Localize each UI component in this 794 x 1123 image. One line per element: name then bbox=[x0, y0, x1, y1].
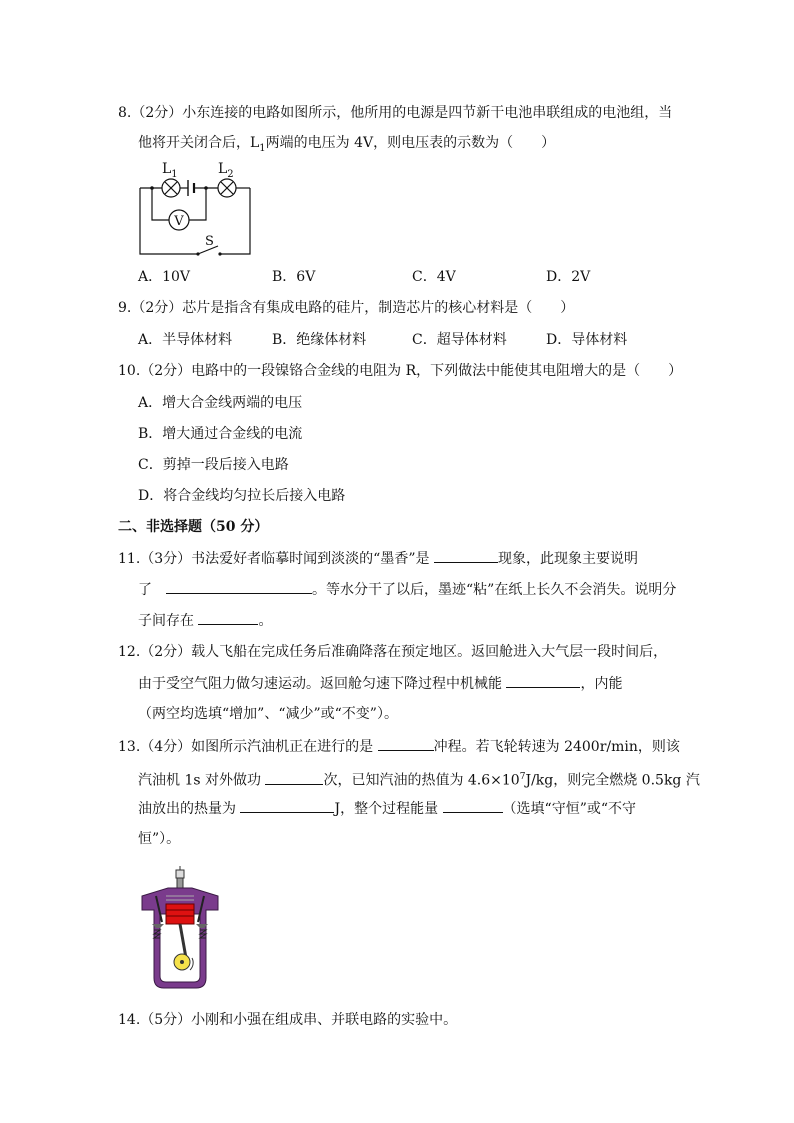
label-l2: $L_2$ bbox=[218, 161, 234, 180]
q13-blank-4[interactable] bbox=[443, 798, 503, 813]
circuit-diagram bbox=[130, 158, 260, 258]
q13-line4: 恒”）。 bbox=[138, 831, 181, 847]
q12-blank-1[interactable] bbox=[506, 673, 580, 688]
lamp-l2-icon bbox=[218, 179, 236, 197]
q10-option-a[interactable]: A．增大合金线两端的电压 bbox=[138, 395, 303, 411]
battery-icon bbox=[188, 180, 200, 196]
q11-line3: 子间存在 。 bbox=[138, 610, 272, 631]
q11-line1: 11.（3分）书法爱好者临摹时闻到淡淡的“墨香”是 现象，此现象主要说明 bbox=[118, 548, 638, 569]
q11-blank-2[interactable] bbox=[166, 579, 312, 594]
q8-option-a[interactable]: A．10V bbox=[138, 269, 191, 285]
q13-line1: 13.（4分）如图所示汽油机正在进行的是 冲程。若飞轮转速为 2400r/min，则该 bbox=[118, 736, 680, 757]
q9-text: 9.（2分）芯片是指含有集成电路的硅片，制造芯片的核心材料是（ ） bbox=[118, 300, 575, 316]
q9-option-a[interactable]: A．半导体材料 bbox=[138, 332, 233, 348]
q10-text: 10.（2分）电路中的一段镍铬合金线的电阻为 R，下列做法中能使其电阻增大的是（ ） bbox=[118, 363, 683, 379]
q8-option-c[interactable]: C．4V bbox=[412, 269, 456, 285]
lamp-l1-icon bbox=[162, 179, 180, 197]
q8-option-b[interactable]: B．6V bbox=[272, 269, 316, 285]
q9-option-d[interactable]: D．导体材料 bbox=[546, 332, 628, 348]
q8-line1: 8.（2分）小东连接的电路如图所示，他所用的电源是四节新干电池串联组成的电池组，当 bbox=[118, 105, 673, 121]
label-switch: S bbox=[205, 234, 214, 249]
q11-blank-1[interactable] bbox=[434, 548, 498, 563]
voltmeter-label: V bbox=[174, 214, 184, 229]
section-heading: 二、非选择题（50 分） bbox=[118, 519, 269, 535]
engine-diagram bbox=[138, 866, 228, 990]
q12-line3: （两空均选填“增加”、“减少”或“不变”）。 bbox=[138, 706, 398, 722]
q13-line2: 汽油机 1s 对外做功 次，已知汽油的热值为 $4.6\times 10^7J/kg$，则完全燃烧 0.5kg 汽 bbox=[138, 767, 700, 791]
q12-line1: 12.（2分）载人飞船在完成任务后准确降落在预定地区。返回舱进入大气层一段时间后， bbox=[118, 644, 668, 660]
q8-line2: 他将开关闭合后，$L_1$两端的电压为 4V，则电压表的示数为（ ） bbox=[138, 135, 556, 154]
q13-blank-3[interactable] bbox=[240, 798, 334, 813]
q10-option-b[interactable]: B．增大通过合金线的电流 bbox=[138, 426, 303, 442]
q14-text: 14.（5分）小刚和小强在组成串、并联电路的实验中。 bbox=[118, 1012, 458, 1028]
q9-option-b[interactable]: B．绝缘体材料 bbox=[272, 332, 367, 348]
q13-blank-1[interactable] bbox=[378, 736, 434, 751]
label-l1: $L_1$ bbox=[162, 161, 178, 180]
q12-line2: 由于受空气阻力做匀速运动。返回舱匀速下降过程中机械能 ，内能 bbox=[138, 673, 622, 694]
q13-line3: 油放出的热量为 J，整个过程能量 （选填“守恒”或“不守 bbox=[138, 798, 636, 819]
q8-option-d[interactable]: D．2V bbox=[546, 269, 591, 285]
q11-blank-3[interactable] bbox=[198, 610, 258, 625]
q13-blank-2[interactable] bbox=[265, 770, 323, 785]
spark-plug-icon bbox=[176, 866, 184, 888]
q11-line2: 了 。等水分干了以后，墨迹“粘”在纸上长久不会消失。说明分 bbox=[138, 579, 676, 600]
piston-icon bbox=[166, 904, 194, 924]
q9-option-c[interactable]: C．超导体材料 bbox=[412, 332, 507, 348]
q10-option-d[interactable]: D．将合金线均匀拉长后接入电路 bbox=[138, 488, 346, 504]
q10-option-c[interactable]: C．剪掉一段后接入电路 bbox=[138, 457, 289, 473]
